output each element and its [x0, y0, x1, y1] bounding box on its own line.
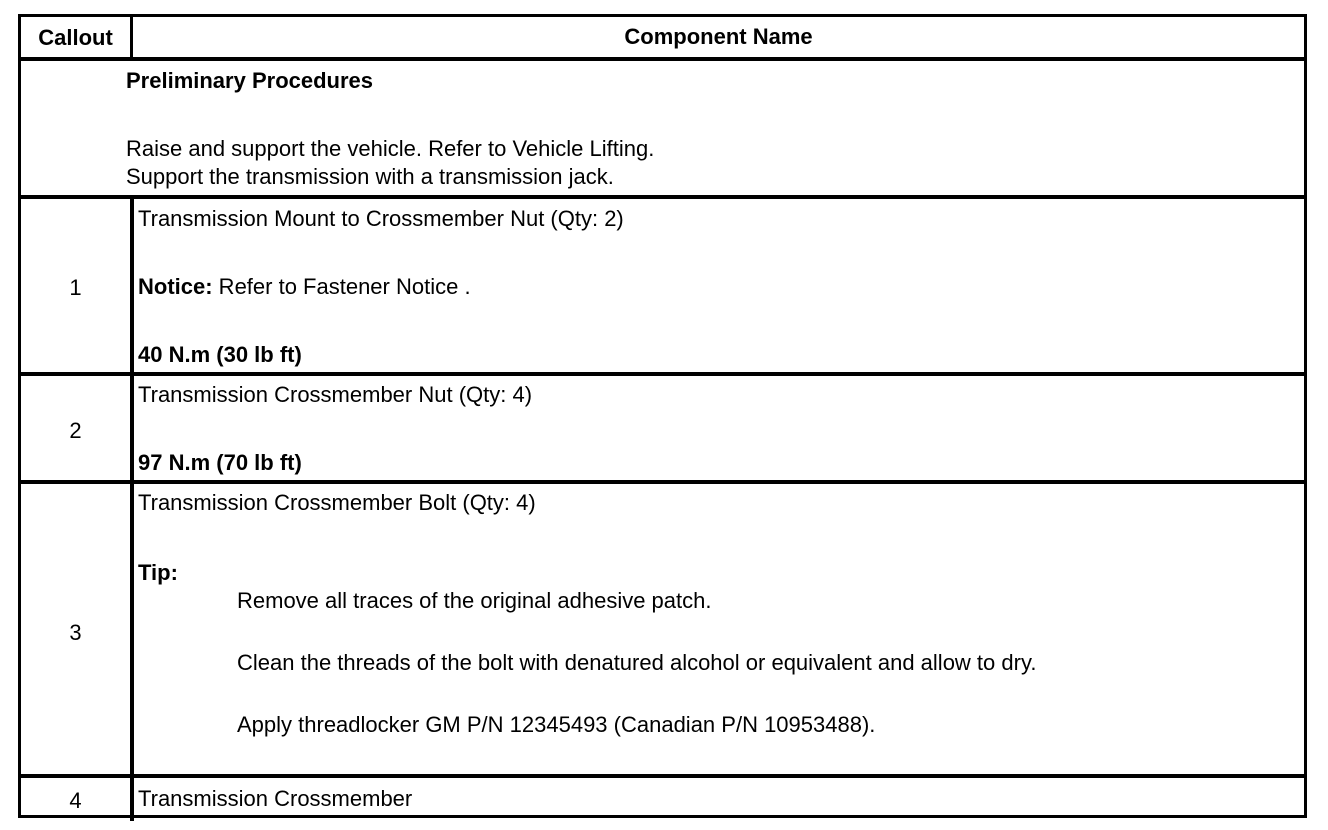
body-column-divider: [130, 199, 134, 821]
row-1-name: Transmission Mount to Crossmember Nut (Qty: 2): [138, 206, 624, 231]
preliminary-line-2: Support the transmission with a transmission jack.: [126, 164, 614, 189]
row-3-name: Transmission Crossmember Bolt (Qty: 4): [138, 490, 536, 515]
row-1-divider: [21, 372, 1304, 376]
header-component-name: Component Name: [624, 24, 813, 49]
preliminary-line-1: Raise and support the vehicle. Refer to Vehicle Lifting.: [126, 136, 655, 161]
row-1-torque: 40 N.m (30 lb ft): [138, 342, 302, 367]
row-4-name: Transmission Crossmember: [138, 786, 413, 811]
preliminary-divider: [21, 195, 1304, 199]
callout-4: 4: [69, 788, 82, 813]
tip-item-3: Apply threadlocker GM P/N 12345493 (Canadian P/N 10953488).: [237, 712, 876, 737]
callout-3: 3: [69, 620, 82, 645]
row-2-divider: [21, 480, 1304, 484]
tip-item-1: Remove all traces of the original adhesive patch.: [237, 588, 712, 613]
callout-1: 1: [69, 275, 82, 300]
row-2-name: Transmission Crossmember Nut (Qty: 4): [138, 382, 533, 407]
row-2-torque: 97 N.m (70 lb ft): [138, 450, 302, 475]
row-1-notice: [138, 273, 471, 301]
tip-item-2: Clean the threads of the bolt with denatured alcohol or equivalent and allow to dry.: [237, 650, 1037, 675]
notice-label: Notice:: [138, 274, 213, 299]
header-divider: [21, 57, 1304, 61]
row-3-divider: [21, 774, 1304, 778]
procedure-table: [18, 14, 1307, 818]
header-callout: Callout: [38, 25, 113, 50]
notice-text: Refer to Fastener Notice .: [212, 274, 471, 299]
row-3-tip-label: Tip:: [138, 560, 178, 585]
preliminary-title: Preliminary Procedures: [126, 68, 374, 93]
callout-2: 2: [69, 418, 82, 443]
